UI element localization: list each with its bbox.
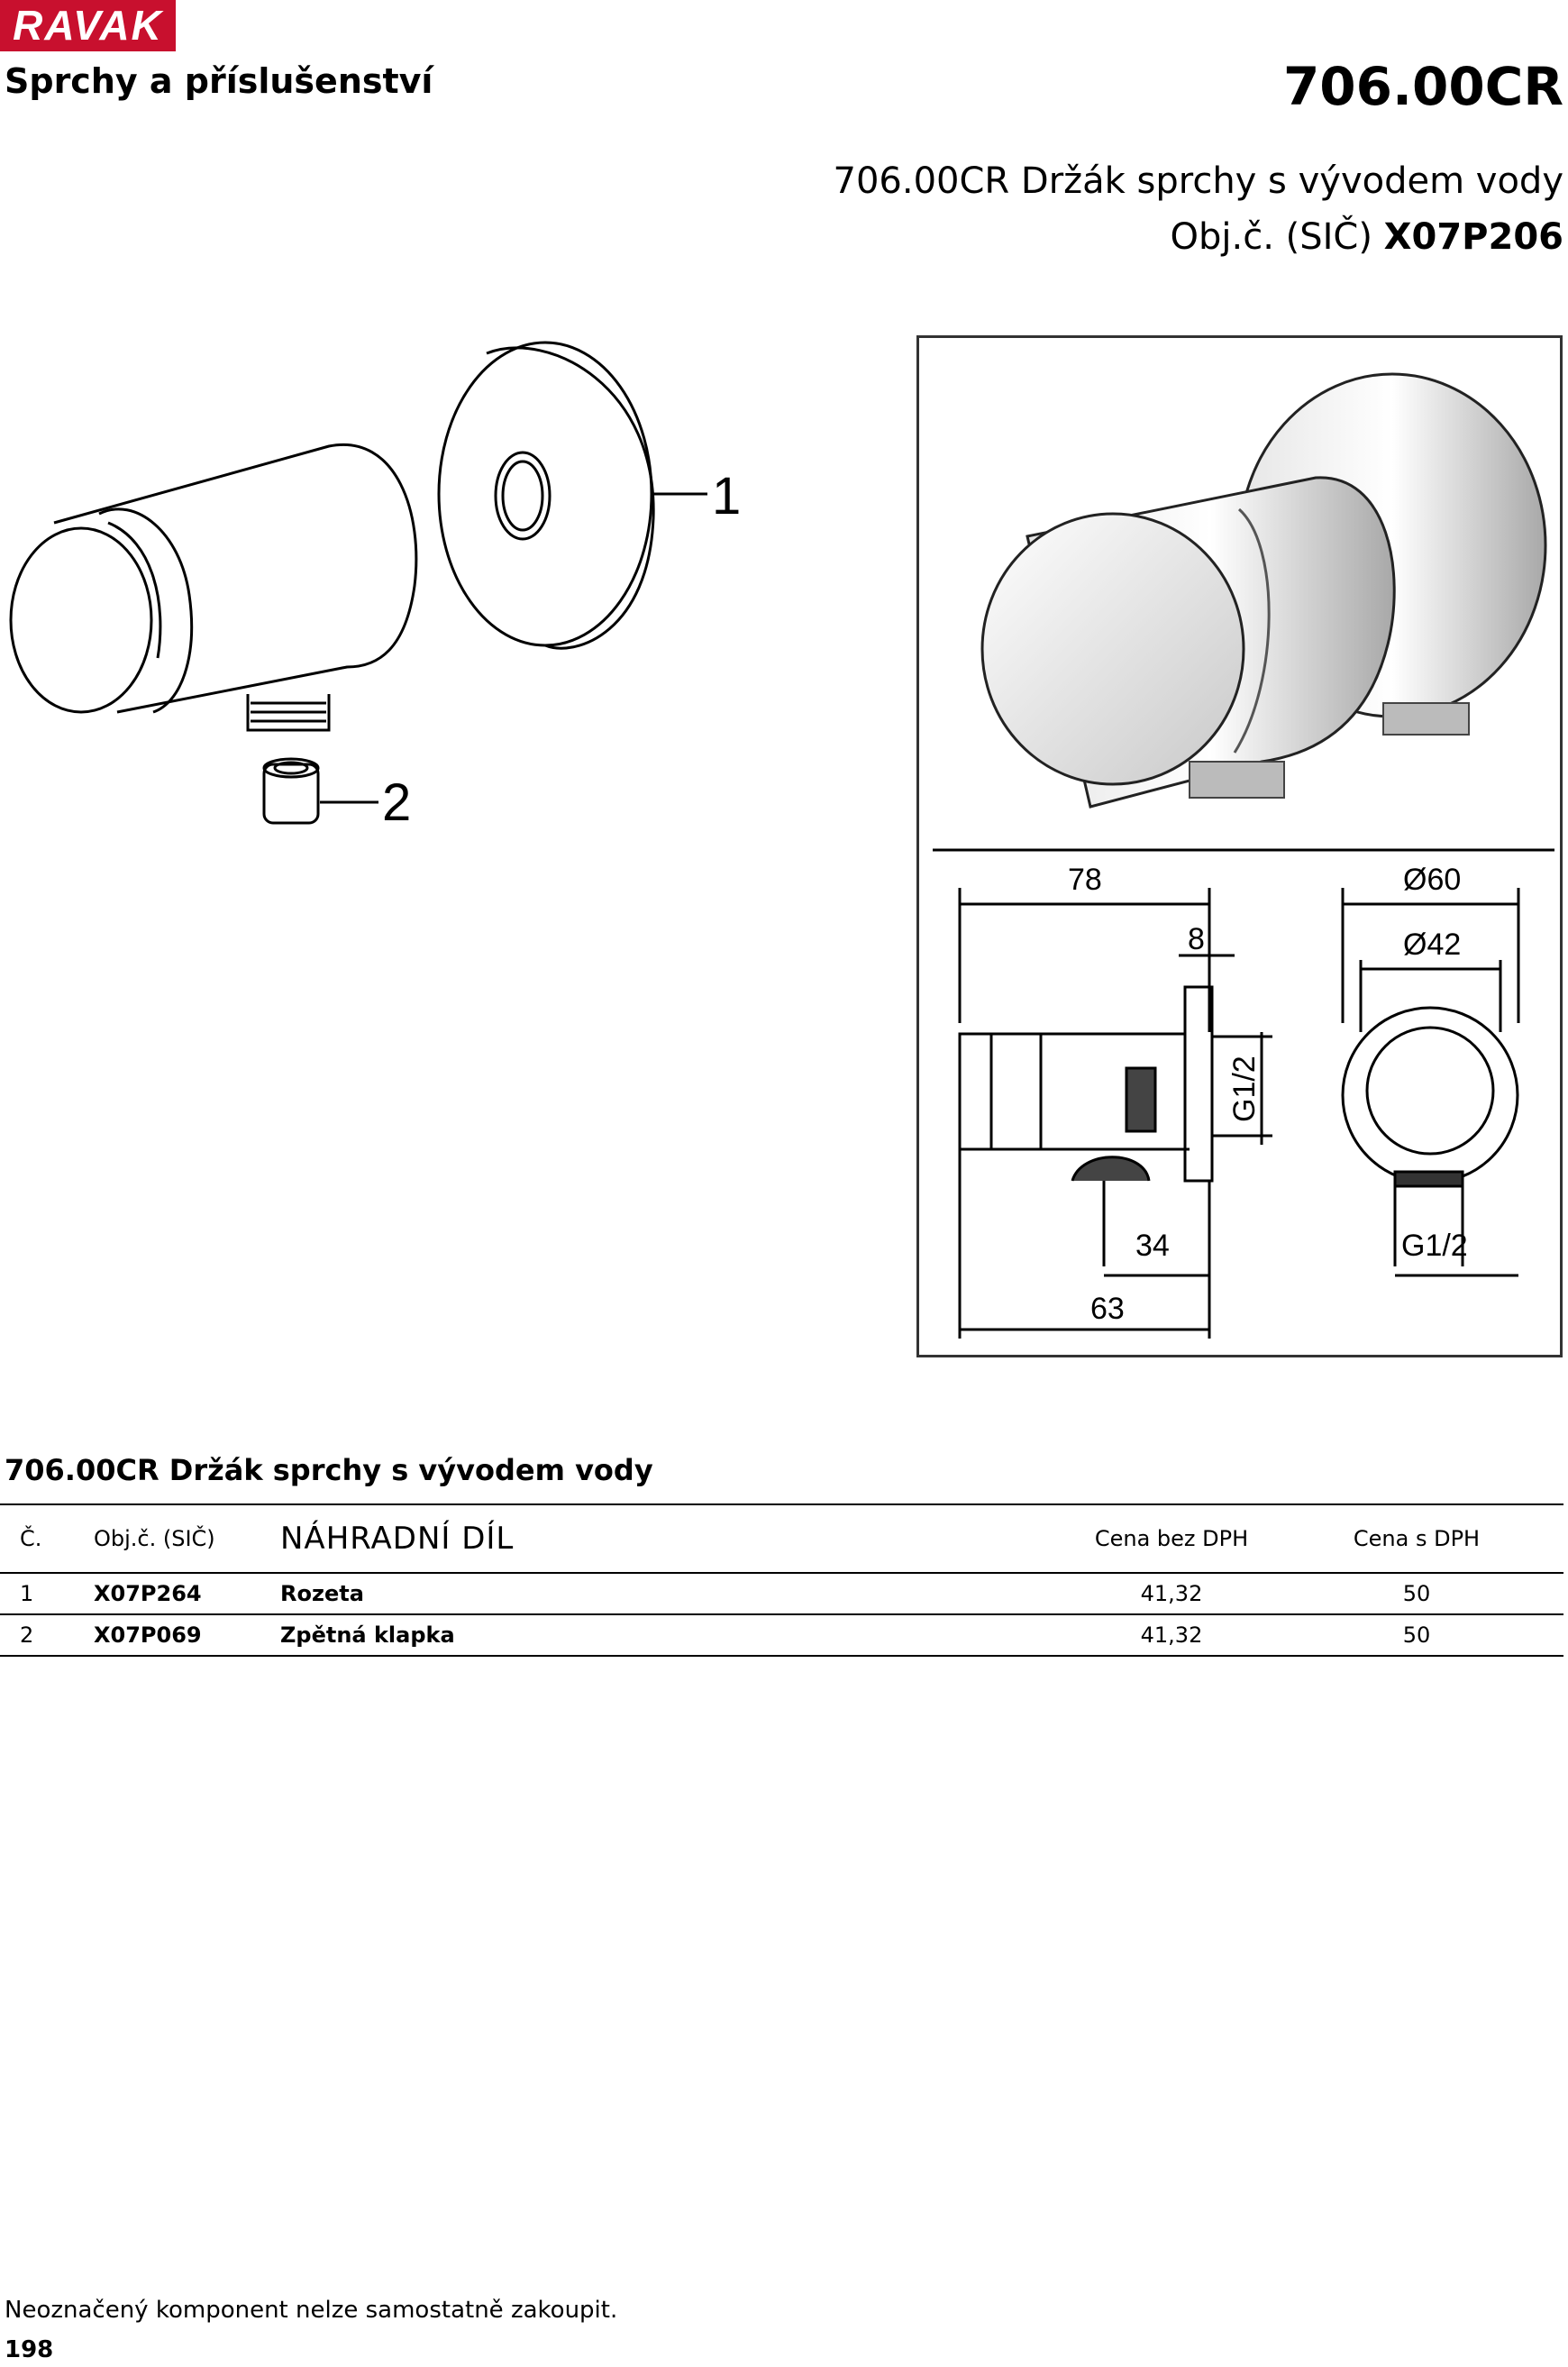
dimension-78: 78	[1068, 863, 1102, 897]
row-part-name: Rozeta	[280, 1581, 364, 1606]
table-row	[0, 1614, 1563, 1656]
technical-drawing-box	[916, 335, 1563, 1357]
parts-table-title: 706.00CR Držák sprchy s vývodem vody	[5, 1453, 653, 1487]
holder-cap	[11, 528, 151, 712]
header-number: Č.	[20, 1526, 42, 1551]
holder-groove-inner	[108, 523, 160, 658]
row-number: 1	[20, 1581, 34, 1606]
row-order-number: X07P264	[94, 1581, 202, 1606]
row-price-with-vat: 50	[1402, 1581, 1431, 1606]
order-number-line	[1171, 216, 1564, 258]
dimension-diameter-60: Ø60	[1403, 863, 1462, 897]
row-number: 2	[20, 1622, 34, 1648]
callout-1-label: 1	[712, 467, 742, 525]
footnote: Neoznačený komponent nelze samostatně zakoupit.	[5, 2297, 618, 2324]
dimension-g12-front: G1/2	[1401, 1229, 1468, 1263]
row-price-with-vat: 50	[1402, 1622, 1431, 1648]
page-number: 198	[5, 2336, 54, 2363]
parts-table	[0, 1503, 1563, 1657]
header-price-without-vat: Cena bez DPH	[1094, 1526, 1249, 1551]
rosette-outer	[439, 343, 652, 645]
dimension-34: 34	[1135, 1229, 1170, 1263]
side-view	[960, 888, 1272, 1339]
rosette-rim	[487, 348, 653, 648]
dimension-diameter-42: Ø42	[1403, 928, 1462, 962]
section-title: Sprchy a příslušenství	[5, 61, 433, 101]
row-price-without-vat: 41,32	[1140, 1581, 1203, 1606]
product-name: 706.00CR Držák sprchy s vývodem vody	[833, 160, 1563, 202]
order-number: X07P206	[1383, 216, 1563, 258]
rosette-hole-inner	[503, 462, 542, 530]
row-part-name: Zpětná klapka	[280, 1622, 455, 1648]
exploded-view-drawing	[0, 334, 793, 838]
parts-table-header	[0, 1504, 1563, 1573]
dimension-g12-side: G1/2	[1227, 1056, 1262, 1122]
product-render	[982, 374, 1545, 807]
table-row	[0, 1573, 1563, 1614]
row-price-without-vat: 41,32	[1140, 1622, 1203, 1648]
header-spare-part: NÁHRADNÍ DÍL	[280, 1521, 515, 1557]
technical-drawing	[919, 338, 1560, 1355]
dimension-63: 63	[1090, 1292, 1125, 1326]
order-prefix: Obj.č. (SIČ)	[1170, 216, 1384, 258]
product-code: 706.00CR	[1282, 56, 1563, 117]
header-price-with-vat: Cena s DPH	[1353, 1526, 1481, 1551]
holder-body	[54, 444, 416, 712]
ravak-logo: RAVAK	[0, 0, 176, 51]
header-order-number: Obj.č. (SIČ)	[94, 1526, 215, 1551]
dimension-8: 8	[1188, 922, 1205, 956]
callout-2-label: 2	[382, 773, 412, 832]
row-order-number: X07P069	[94, 1622, 202, 1648]
